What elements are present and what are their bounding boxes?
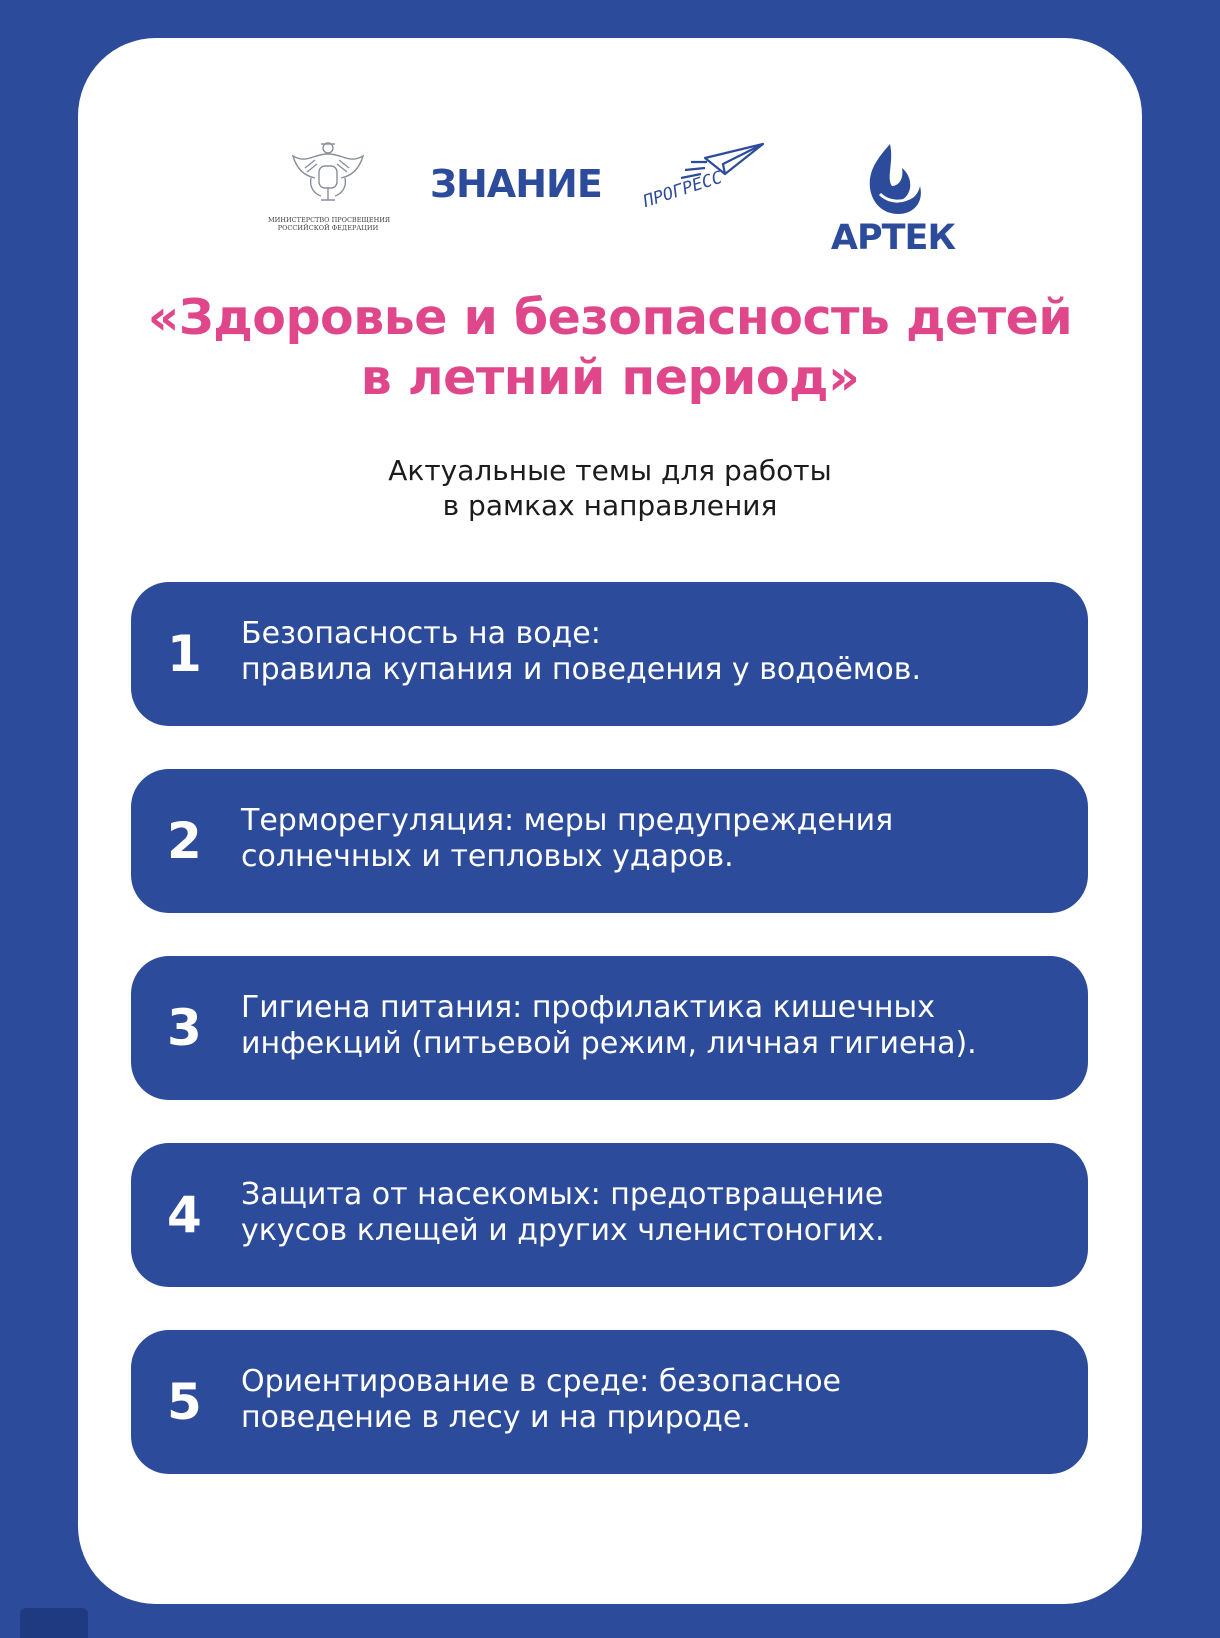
artek-logo-text: АРТЕК (830, 218, 956, 258)
znanie-logo: ЗНАНИЕ (430, 162, 602, 206)
topic-text (241, 1177, 1061, 1249)
topic-text-line-1: Терморегуляция: меры предупреждения (241, 803, 894, 838)
topic-text-line-2: укусов клещей и других членистоногих. (241, 1213, 885, 1248)
topic-number: 3 (167, 999, 202, 1057)
topic-text-line-1: Ориентирование в среде: безопасное (241, 1364, 841, 1399)
page-subtitle (78, 453, 1142, 523)
topic-text (241, 990, 1061, 1062)
title-line-2: в летний период» (360, 349, 860, 406)
partner-logos (78, 100, 1142, 258)
topic-text-line-2: инфекций (питьевой режим, личная гигиена). (241, 1026, 977, 1061)
flame-wave-icon (828, 142, 958, 218)
ministry-caption (268, 216, 391, 232)
topic-item (131, 1143, 1088, 1287)
progress-logo (640, 140, 770, 235)
subtitle-line-1: Актуальные темы для работы (388, 454, 832, 487)
artek-logo (828, 142, 958, 258)
topic-text-line-2: солнечных и тепловых ударов. (241, 839, 734, 874)
topic-number: 5 (167, 1373, 202, 1431)
ministry-caption-line-2: РОССИЙСКОЙ ФЕДЕРАЦИИ (277, 224, 379, 232)
topic-item (131, 956, 1088, 1100)
poster-card (78, 38, 1142, 1604)
ministry-caption-line-1: МИНИСТЕРСТВО ПРОСВЕЩЕНИЯ (268, 216, 391, 224)
topic-item (131, 769, 1088, 913)
topic-text (241, 1364, 1061, 1436)
topic-text-line-2: правила купания и поведения у водоёмов. (241, 652, 921, 687)
topic-item (131, 1330, 1088, 1474)
eagle-emblem-icon (283, 138, 373, 208)
title-line-1: «Здоровье и безопасность детей (147, 289, 1073, 346)
progress-logo-text: ПРОГРЕСС (640, 167, 725, 212)
topic-text-line-1: Безопасность на воде: (241, 616, 601, 651)
subtitle-line-2: в рамках направления (442, 489, 778, 522)
topic-text-line-2: поведение в лесу и на природе. (241, 1400, 751, 1435)
topic-number: 1 (167, 625, 202, 683)
topic-text (241, 616, 1061, 688)
topic-number: 2 (167, 812, 202, 870)
topic-text-line-1: Гигиена питания: профилактика кишечных (241, 990, 935, 1025)
page-title (78, 288, 1142, 408)
topic-number: 4 (167, 1186, 202, 1244)
corner-tab (20, 1608, 88, 1638)
topic-text-line-1: Защита от насекомых: предотвращение (241, 1177, 884, 1212)
topic-item (131, 582, 1088, 726)
topic-text (241, 803, 1061, 875)
ministry-logo (268, 138, 391, 232)
